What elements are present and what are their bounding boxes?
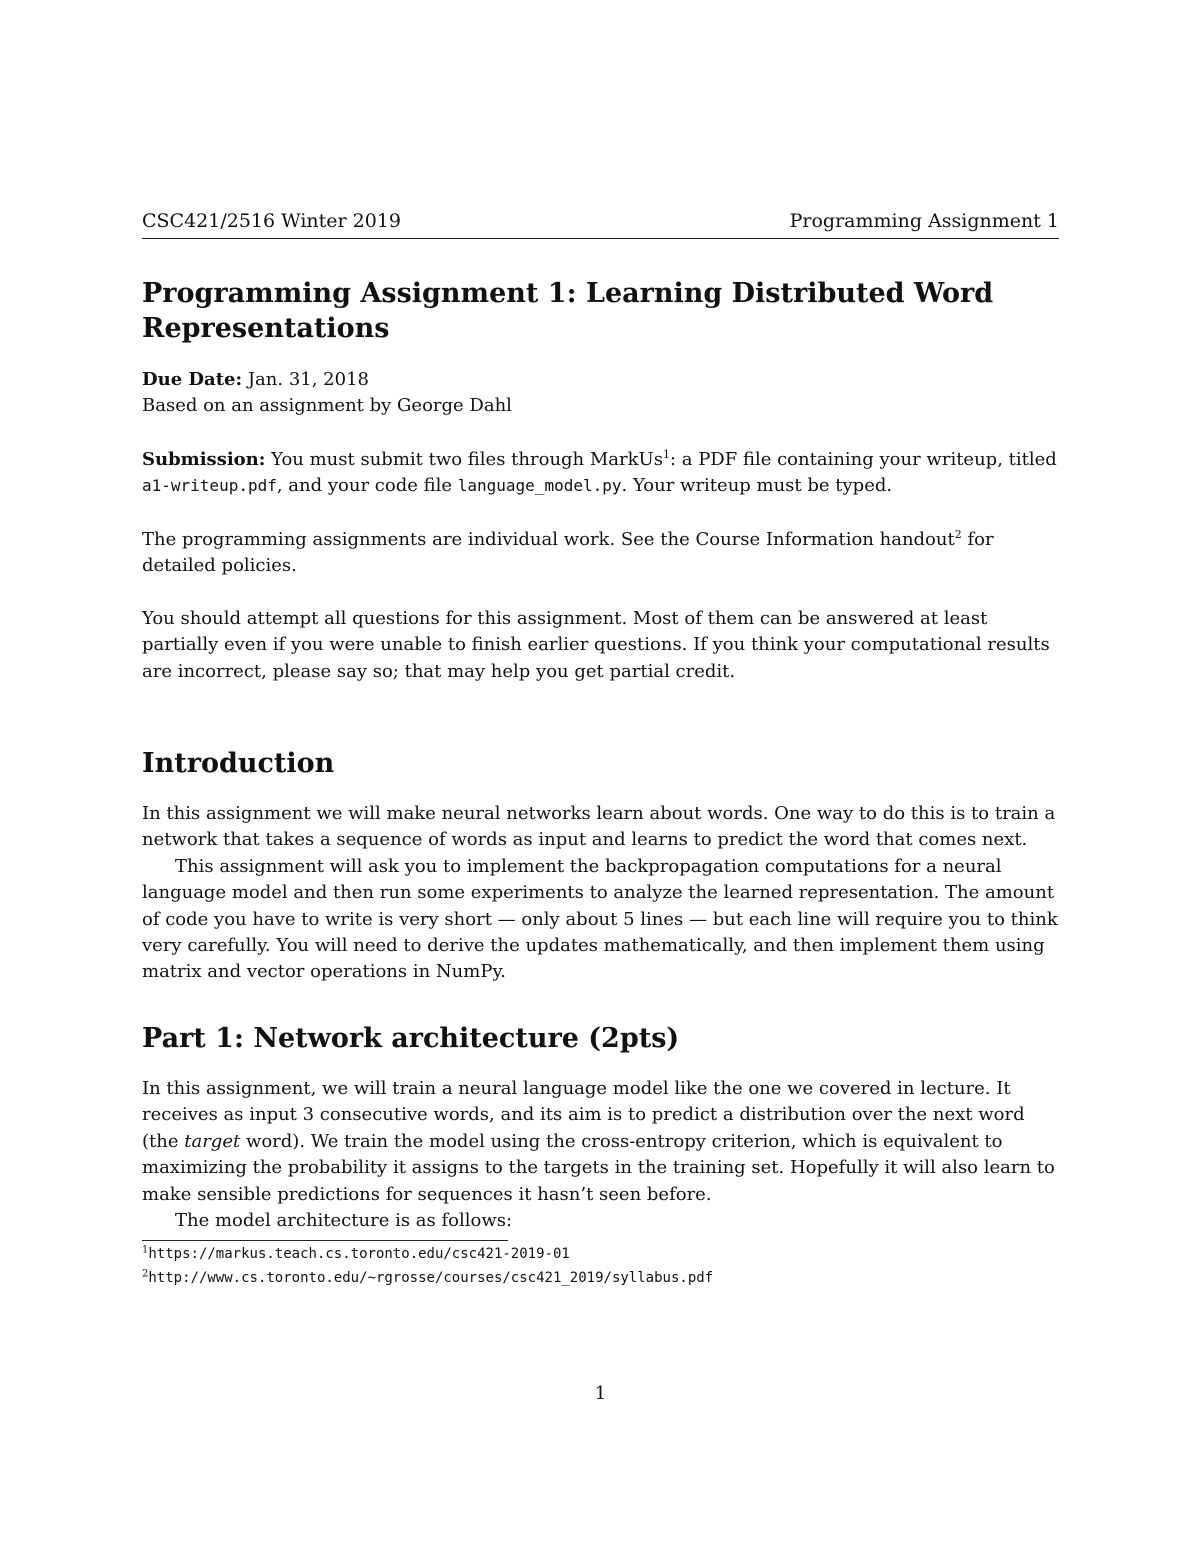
individual-work-paragraph bbox=[142, 527, 1059, 580]
due-date-block bbox=[142, 367, 1059, 420]
running-header bbox=[142, 208, 1059, 239]
part1-paragraph-1 bbox=[142, 1076, 1059, 1208]
footnote-1-number: 1 bbox=[142, 1244, 149, 1256]
submission-text: , and your code file bbox=[276, 475, 458, 497]
introduction-paragraph-1: In this assignment we will make neural networks learn about words. One way to do this is to train a network that takes a sequence of words as input and learns to predict the word that comes next. bbox=[142, 803, 1056, 851]
submission-text: : a PDF file containing your writeup, titled bbox=[669, 449, 1057, 470]
due-label: Due Date: bbox=[142, 369, 243, 390]
based-on: Based on an assignment by George Dahl bbox=[142, 395, 512, 417]
part1-body bbox=[142, 1076, 1059, 1234]
footnote-ref-2: 2 bbox=[954, 528, 962, 541]
footnote-rule bbox=[142, 1240, 508, 1241]
footnote-2-number: 2 bbox=[142, 1268, 149, 1280]
footnote-2 bbox=[142, 1270, 713, 1286]
part1-text: In this assignment, we will train a neural language model like the one we covered in lecture. It receives as input 3 consecutive words, and its aim is to predict a distribution over the next word (the bbox=[142, 1078, 1025, 1152]
footnote-ref-1: 1 bbox=[662, 448, 670, 461]
due-value: Jan. 31, 2018 bbox=[247, 369, 369, 390]
document-title: Programming Assignment 1: Learning Distributed Word Representations bbox=[142, 278, 994, 344]
header-assignment: Programming Assignment 1 bbox=[789, 210, 1059, 232]
submission-text: . Your writeup must be typed. bbox=[621, 475, 893, 497]
part1-text: word). We train the model using the cross-entropy criterion, which is equivalent to maximizing the probability it assigns to the targets in the training set. Hopefully it will also learn to make sensible predictions for sequences it hasn’t seen before. bbox=[142, 1130, 1055, 1205]
submission-paragraph bbox=[142, 447, 1059, 500]
individual-text: The programming assignments are individual work. See the Course Information handout bbox=[142, 529, 955, 550]
target-emphasis: target bbox=[184, 1130, 241, 1152]
footnote-1 bbox=[142, 1246, 570, 1262]
individual-text: for detailed policies. bbox=[142, 529, 994, 577]
submission-text: You must submit two files through MarkUs bbox=[271, 449, 663, 470]
introduction-heading: Introduction bbox=[142, 748, 335, 779]
introduction-paragraph-2: This assignment will ask you to implement the backpropagation computations for a neural language model and then run some experiments to analyze the learned representation. The amount of code you have to write is very short — only about 5 lines — but each line will require you to think very carefully. You will need to derive the updates mathematically, and then implement them using matrix and vector operations in NumPy. bbox=[142, 855, 1058, 983]
code-filename: language_model.py bbox=[457, 476, 622, 496]
page-number: 1 bbox=[594, 1383, 607, 1404]
part1-heading: Part 1: Network architecture (2pts) bbox=[142, 1023, 680, 1054]
header-course: CSC421/2516 Winter 2019 bbox=[142, 210, 402, 232]
submission-label: Submission: bbox=[142, 449, 266, 470]
introduction-body bbox=[142, 801, 1059, 986]
attempt-text: You should attempt all questions for this assignment. Most of them can be answered at least partially even if you were unable to finish earlier questions. If you think your computational results are incorrect, please say so; that may help you get partial credit. bbox=[142, 608, 1050, 682]
writeup-filename: a1-writeup.pdf bbox=[142, 476, 277, 496]
footnote-1-url: https://markus.teach.cs.toronto.edu/csc421-2019-01 bbox=[148, 1246, 570, 1262]
part1-paragraph-2: The model architecture is as follows: bbox=[175, 1210, 513, 1232]
footnote-2-url: http://www.cs.toronto.edu/~rgrosse/courses/csc421_2019/syllabus.pdf bbox=[148, 1270, 714, 1286]
attempt-paragraph bbox=[142, 606, 1059, 685]
